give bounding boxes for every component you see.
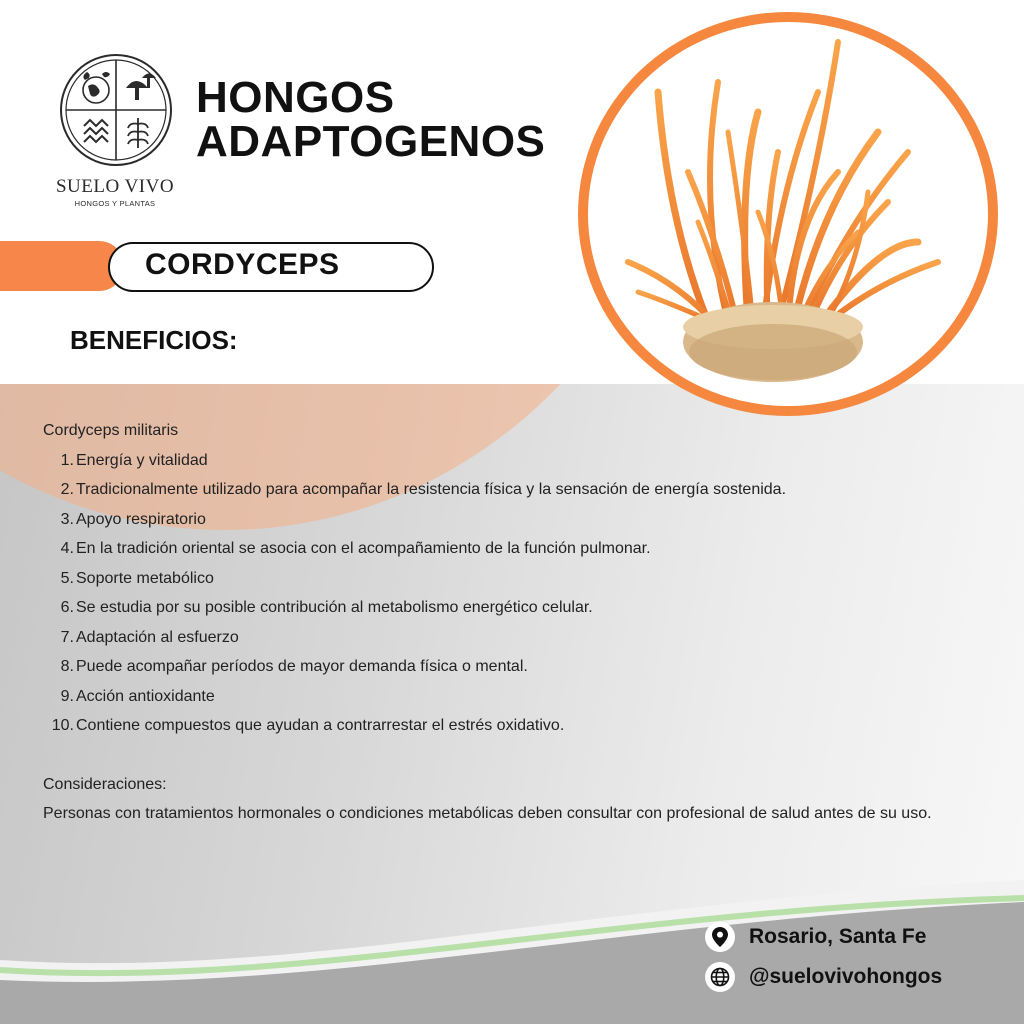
list-item [43,446,983,476]
benefits-content [43,416,983,829]
benefits-heading: BENEFICIOS: [70,325,238,355]
location-text: Rosario, Santa Fe [749,925,927,948]
species-name: Cordyceps militaris [43,422,179,439]
item-text: Puede acompañar períodos de mayor demanda física o mental. [76,658,528,675]
list-item [43,623,983,653]
item-text: Acción antioxidante [76,687,215,705]
item-text: Se estudia por su posible contribución al metabolismo energético celular. [76,599,593,616]
item-text: Tradicionalmente utilizado para acompañar la resistencia física y la sensación de energía sostenida. [76,481,787,498]
item-number: 6. [60,599,74,616]
cordyceps-accent-bar [0,241,124,291]
considerations-title: Consideraciones: [43,775,167,793]
item-text: Contiene compuestos que ayudan a contrarrestar el estrés oxidativo. [76,717,565,734]
item-number: 2. [60,481,74,498]
item-number: 3. [60,510,74,528]
brand-name: SUELO VIVO [55,176,175,197]
location-pin-icon [705,922,735,952]
logo-text [40,176,190,208]
list-item [43,475,983,505]
spacer [43,741,983,770]
cordyceps-illustration [588,22,988,406]
globe-icon [705,962,735,992]
title-line-2: ADAPTOGENOS [196,117,546,166]
item-text: En la tradición oriental se asocia con el acompañamiento de la función pulmonar. [76,540,651,557]
list-item [43,652,983,682]
cordyceps-photo [578,12,998,416]
social-handle[interactable]: @suelovivohongos [749,965,943,988]
item-text: Adaptación al esfuerzo [76,628,239,646]
suelo-vivo-logo [58,52,174,168]
brand-tagline: HONGOS Y PLANTAS [74,199,156,208]
list-item [43,682,983,712]
social-contact [705,962,1005,992]
item-text: Soporte metabólico [76,569,214,587]
list-item [43,711,983,741]
item-number: 1. [60,451,74,469]
item-text: Apoyo respiratorio [76,510,206,528]
considerations-text: Personas con tratamientos hormonales o condiciones metabólicas deben consultar con profesional de salud antes de su uso. [43,805,932,822]
item-number: 8. [60,658,74,675]
item-number: 10. [51,717,74,734]
mushroom-name: CORDYCEPS [145,248,340,281]
list-item [43,593,983,623]
item-number: 7. [60,628,74,646]
list-item [43,564,983,594]
list-item [43,534,983,564]
title-line-1: HONGOS [196,73,395,122]
item-text: Energía y vitalidad [76,451,208,469]
list-item [43,505,983,535]
item-number: 9. [60,687,74,705]
page-title [196,73,546,166]
location-contact [705,922,1005,952]
item-number: 4. [60,540,74,557]
benefits-list [43,446,983,741]
item-number: 5. [60,569,74,587]
